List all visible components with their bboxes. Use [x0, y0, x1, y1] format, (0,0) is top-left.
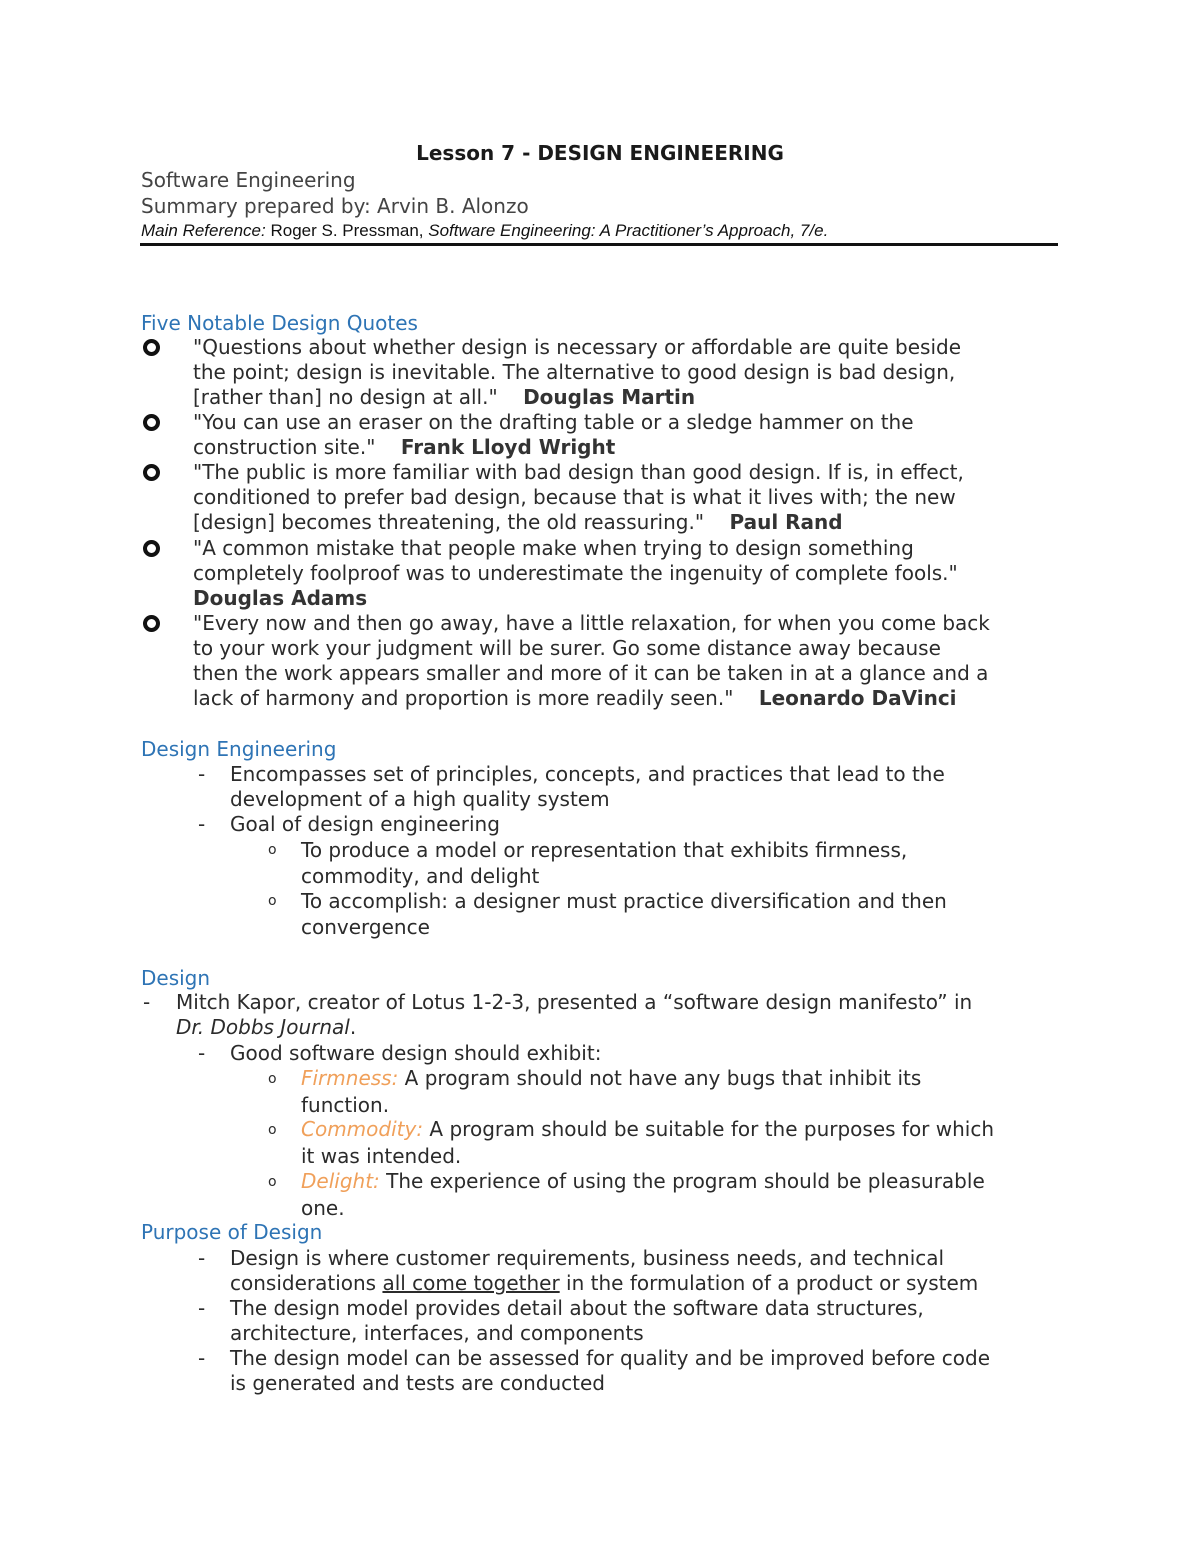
de-sub-1-line-2: commodity, and delight: [301, 864, 540, 888]
o-bullet: o: [268, 893, 277, 909]
dash-bullet: -: [198, 1041, 206, 1065]
delight-text: The experience of using the program should be pleasurable: [379, 1169, 985, 1193]
de-bullet-1-line-1: Encompasses set of principles, concepts, and practices that lead to the: [230, 762, 945, 786]
prepared-by-line: Summary prepared by: Arvin B. Alonzo: [141, 194, 529, 218]
purpose-text-b: in the formulation of a product or system: [559, 1271, 979, 1295]
firmness-term: Firmness:: [301, 1066, 399, 1090]
purpose-bullet-2-line-2: architecture, interfaces, and components: [230, 1321, 644, 1345]
purpose-bullet-2-line-1: The design model provides detail about the software data structures,: [230, 1296, 924, 1320]
subject-line: Software Engineering: [141, 168, 356, 192]
quote-1-text-end: [rather than] no design at all.": [193, 385, 524, 409]
quote-3-line-3: [193, 510, 843, 534]
commodity-line-1: [301, 1117, 994, 1141]
quote-2-text-end: construction site.": [193, 435, 401, 459]
header-divider: [140, 243, 1058, 246]
quote-5-author: Leonardo DaVinci: [758, 686, 957, 710]
reference-label: Main Reference:: [141, 221, 266, 240]
ring-bullet-icon: [143, 464, 160, 481]
quote-4-line-2: completely foolproof was to underestimate the ingenuity of complete fools.": [193, 561, 958, 585]
firmness-line-2: function.: [301, 1093, 390, 1117]
delight-line-2: one.: [301, 1196, 345, 1220]
quote-3-author: Paul Rand: [729, 510, 843, 534]
commodity-line-2: it was intended.: [301, 1144, 462, 1168]
journal-period: .: [349, 1015, 357, 1039]
de-sub-2-line-2: convergence: [301, 915, 430, 939]
quote-5-text-end: lack of harmony and proportion is more readily seen.": [193, 686, 759, 710]
reference-book: Software Engineering: A Practitioner’s Approach, 7/e.: [428, 221, 829, 240]
quote-3-line-1: "The public is more familiar with bad design than good design. If is, in effect,: [193, 460, 964, 484]
delight-line-1: [301, 1169, 985, 1193]
quote-5-line-3: then the work appears smaller and more of it can be taken in at a glance and a: [193, 661, 989, 685]
ring-bullet-icon: [143, 615, 160, 632]
quote-4-author: Douglas Adams: [193, 586, 368, 610]
de-bullet-2: Goal of design engineering: [230, 812, 500, 836]
purpose-bullet-3-line-2: is generated and tests are conducted: [230, 1371, 605, 1395]
commodity-term: Commodity:: [301, 1117, 424, 1141]
design-bullet-1-line-2: [176, 1015, 356, 1039]
delight-term: Delight:: [301, 1169, 380, 1193]
design-engineering-heading: Design Engineering: [141, 737, 337, 761]
de-sub-2-line-1: To accomplish: a designer must practice diversification and then: [301, 889, 947, 913]
purpose-bullet-3-line-1: The design model can be assessed for quality and be improved before code: [230, 1346, 991, 1370]
firmness-line-1: [301, 1066, 921, 1090]
ring-bullet-icon: [143, 339, 160, 356]
quote-1-line-2: the point; design is inevitable. The alternative to good design is bad design,: [193, 360, 956, 384]
quotes-heading: Five Notable Design Quotes: [141, 311, 418, 335]
design-bullet-1-line-1: Mitch Kapor, creator of Lotus 1-2-3, presented a “software design manifesto” in: [176, 990, 973, 1014]
purpose-bullet-1-line-1: Design is where customer requirements, business needs, and technical: [230, 1246, 945, 1270]
quote-4-line-1: "A common mistake that people make when trying to design something: [193, 536, 914, 560]
ring-bullet-icon: [143, 540, 160, 557]
o-bullet: o: [268, 1071, 277, 1087]
quote-1-line-3: [193, 385, 695, 409]
de-bullet-1-line-2: development of a high quality system: [230, 787, 610, 811]
purpose-heading: Purpose of Design: [141, 1220, 323, 1244]
de-sub-1-line-1: To produce a model or representation that exhibits firmness,: [301, 838, 908, 862]
o-bullet: o: [268, 1174, 277, 1190]
dash-bullet: -: [198, 1246, 206, 1270]
dash-bullet: -: [198, 812, 206, 836]
firmness-text: A program should not have any bugs that inhibit its: [398, 1066, 922, 1090]
quote-5-line-4: [193, 686, 957, 710]
quote-5-line-2: to your work your judgment will be surer. Go some distance away because: [193, 636, 941, 660]
quote-2-line-1: "You can use an eraser on the drafting table or a sledge hammer on the: [193, 410, 914, 434]
main-reference: [141, 221, 828, 241]
quote-5-line-1: "Every now and then go away, have a little relaxation, for when you come back: [193, 611, 990, 635]
o-bullet: o: [268, 1122, 277, 1138]
commodity-text: A program should be suitable for the purposes for which: [423, 1117, 995, 1141]
underlined-phrase: all come together: [382, 1271, 560, 1295]
dash-bullet: -: [198, 1346, 206, 1370]
o-bullet: o: [268, 842, 277, 858]
quote-1-line-1: "Questions about whether design is necessary or affordable are quite beside: [193, 335, 961, 359]
design-heading: Design: [141, 966, 211, 990]
dash-bullet: -: [198, 1296, 206, 1320]
design-bullet-2: Good software design should exhibit:: [230, 1041, 602, 1065]
quote-2-line-2: [193, 435, 615, 459]
dash-bullet: -: [198, 762, 206, 786]
dash-bullet: -: [143, 990, 151, 1014]
quote-3-line-2: conditioned to prefer bad design, because that is what it lives with; the new: [193, 485, 956, 509]
document-title: Lesson 7 - DESIGN ENGINEERING: [416, 141, 784, 165]
purpose-bullet-1-line-2: [230, 1271, 978, 1295]
purpose-text-a: considerations: [230, 1271, 383, 1295]
quote-3-text-end: [design] becomes threatening, the old reassuring.": [193, 510, 730, 534]
quote-2-author: Frank Lloyd Wright: [400, 435, 616, 459]
ring-bullet-icon: [143, 414, 160, 431]
journal-name: Dr. Dobbs Journal: [176, 1015, 350, 1039]
reference-author: Roger S. Pressman,: [265, 221, 429, 240]
quote-1-author: Douglas Martin: [523, 385, 696, 409]
